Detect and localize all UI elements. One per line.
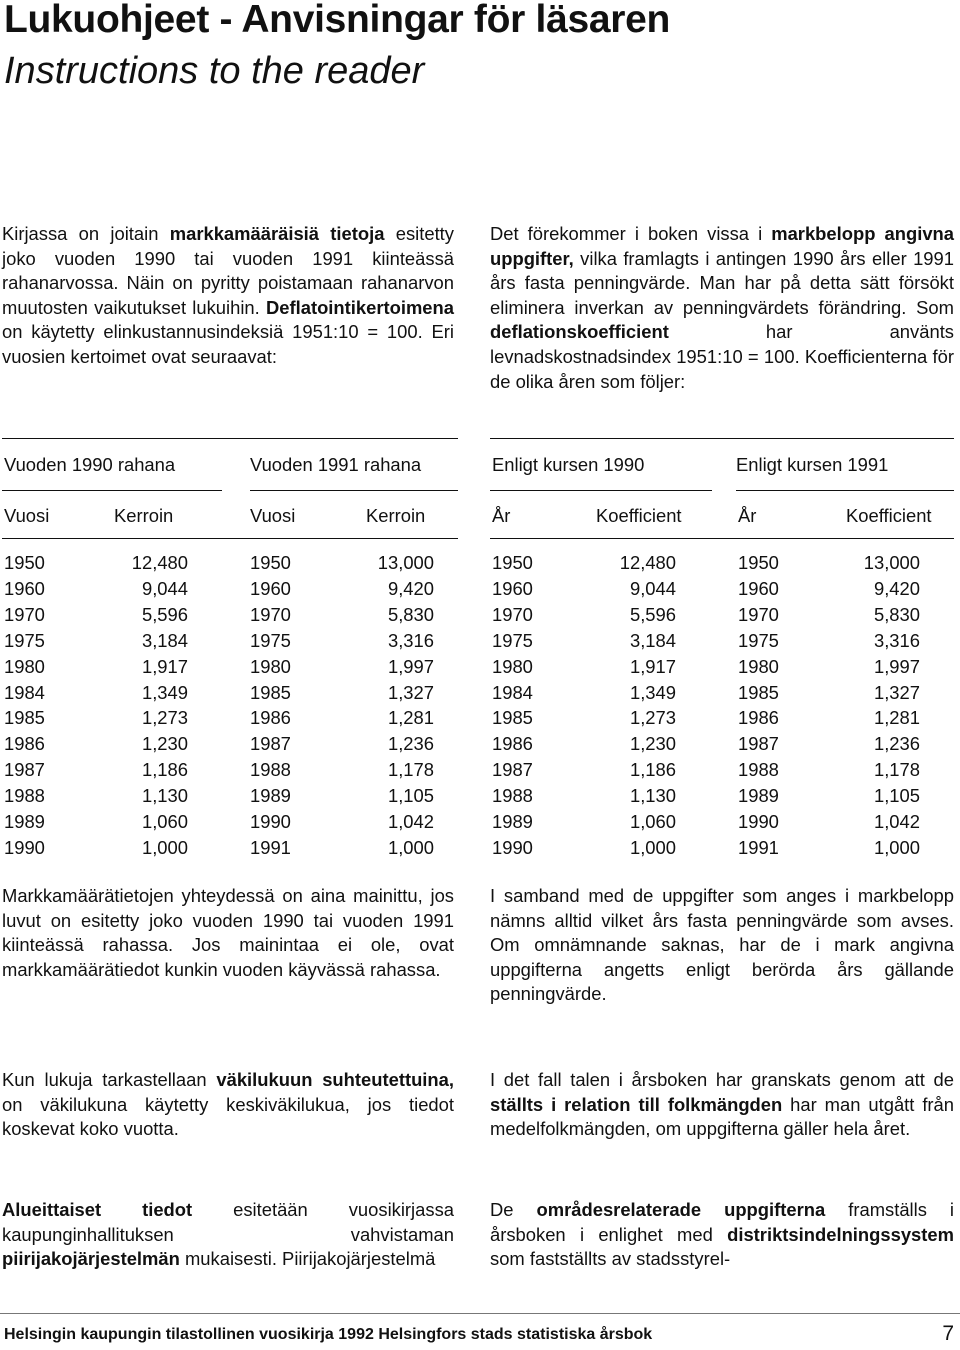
coefficient-cell: 1,130 — [141, 785, 188, 807]
table-group-header: Vuoden 1990 rahana — [4, 454, 176, 475]
year-cell: 1980 — [250, 655, 291, 677]
table-row — [490, 682, 954, 708]
year-cell: 1987 — [4, 759, 45, 781]
paragraph — [2, 1068, 454, 1142]
year-cell: 1991 — [250, 836, 291, 858]
year-cell: 1985 — [492, 707, 533, 729]
paragraph — [490, 884, 954, 1007]
year-cell: 1990 — [4, 836, 45, 858]
year-cell: 1970 — [492, 603, 533, 625]
footer-rule — [0, 1313, 960, 1314]
group-rule — [250, 490, 458, 491]
table-row — [2, 656, 454, 682]
table-row — [2, 604, 454, 630]
paragraph-population-sv — [490, 1068, 954, 1142]
table-row — [490, 759, 954, 785]
paragraph — [490, 222, 954, 394]
bold-text-run: Deflatointikertoimena — [265, 296, 454, 318]
coefficient-cell: 1,349 — [629, 681, 676, 703]
year-cell: 1986 — [4, 733, 45, 755]
table-row — [2, 785, 454, 811]
table-top-rule — [490, 438, 954, 439]
table-row — [490, 837, 954, 863]
column-header: Koefficient — [846, 505, 932, 526]
page-subtitle: Instructions to the reader — [4, 50, 425, 92]
intro-paragraph-fi — [2, 222, 454, 370]
table-row — [490, 811, 954, 837]
coefficient-cell: 1,273 — [629, 707, 676, 729]
coefficient-cell: 1,349 — [141, 681, 188, 703]
group-rule — [2, 490, 222, 491]
table-group-header: Enligt kursen 1991 — [736, 454, 889, 475]
table-row — [2, 630, 454, 656]
year-cell: 1985 — [4, 707, 45, 729]
year-cell: 1985 — [250, 681, 291, 703]
coefficient-cell: 9,420 — [387, 577, 434, 599]
year-cell: 1960 — [4, 577, 45, 599]
coefficient-cell: 1,000 — [873, 836, 920, 858]
coefficient-cell: 5,830 — [387, 603, 434, 625]
text-run: har man utgått från medelfolkmängden, om uppgifterna gäller hela året. — [490, 1093, 955, 1140]
coefficient-cell: 1,130 — [629, 785, 676, 807]
table-row — [490, 707, 954, 733]
year-cell: 1984 — [492, 681, 533, 703]
year-cell: 1950 — [738, 552, 779, 573]
text-run: mukaisesti. Piirijakojärjestelmä — [179, 1248, 436, 1270]
paragraph — [490, 1068, 954, 1142]
coefficient-cell: 1,917 — [141, 655, 188, 677]
paragraph — [2, 884, 454, 982]
table-row — [2, 707, 454, 733]
coefficient-cell: 13,000 — [863, 552, 920, 573]
year-cell: 1988 — [4, 785, 45, 807]
table-row — [490, 630, 954, 656]
year-cell: 1950 — [492, 552, 533, 573]
text-run: De — [490, 1199, 537, 1220]
table-row — [490, 604, 954, 630]
year-cell: 1986 — [492, 733, 533, 755]
bold-text-run: områdesrelaterade uppgifterna — [536, 1199, 826, 1220]
coefficient-cell: 1,186 — [629, 759, 676, 781]
year-cell: 1989 — [738, 785, 779, 807]
column-header: Vuosi — [250, 505, 296, 526]
text-run: on väkilukuna käytetty keskiväkilukua, jos tiedot koskevat koko vuotta. — [2, 1093, 454, 1140]
column-header: Koefficient — [596, 505, 682, 526]
intro-paragraph-sv — [490, 222, 954, 394]
year-cell: 1975 — [4, 629, 45, 651]
paragraph-regional-sv — [490, 1198, 954, 1272]
bold-text-run: ställts i relation till folkmängden — [490, 1093, 783, 1115]
bold-text-run: markbelopp angivna uppgifter, — [490, 223, 955, 269]
table-row — [2, 682, 454, 708]
text-run: Markkamäärätietojen yhteydessä on aina mainittu, jos luvut on esitetty joko vuoden 1990 tai vuoden 1991 kiinteässä rahassa. Jos mainintaa ei ole, ovat markkamäärätiedot kunkin vuoden käyvässä rahassa. — [2, 885, 454, 980]
year-cell: 1985 — [738, 681, 779, 703]
group-rule — [736, 490, 954, 491]
year-cell: 1989 — [492, 811, 533, 832]
coefficient-cell: 9,044 — [629, 577, 676, 599]
coefficient-cell: 13,000 — [377, 552, 434, 573]
paragraph-currency-fi — [2, 884, 454, 982]
header-bottom-rule — [2, 538, 458, 539]
bold-text-run: piirijakojärjestelmän — [2, 1248, 180, 1270]
paragraph — [490, 1198, 954, 1272]
year-cell: 1950 — [4, 552, 45, 573]
footer-text: Helsingin kaupungin tilastollinen vuosikirja 1992 Helsingfors stads statistiska årsbok — [4, 1326, 653, 1343]
paragraph — [2, 1198, 454, 1272]
table-row — [490, 656, 954, 682]
coefficient-cell: 5,596 — [141, 603, 188, 625]
text-run: I det fall talen i årsboken har granskats genom att de — [490, 1069, 954, 1090]
table-row — [490, 733, 954, 759]
coefficient-cell: 3,316 — [873, 629, 920, 651]
table-row — [2, 733, 454, 759]
text-run: Det förekommer i boken vissa i — [490, 223, 772, 244]
year-cell: 1970 — [4, 603, 45, 625]
coefficient-cell: 1,997 — [387, 655, 434, 677]
table-row — [2, 759, 454, 785]
year-cell: 1980 — [738, 655, 779, 677]
table-row — [490, 552, 954, 578]
coefficient-cell: 3,184 — [141, 629, 188, 651]
year-cell: 1975 — [250, 629, 291, 651]
coefficient-cell: 12,480 — [619, 552, 676, 573]
coefficient-cell: 3,316 — [387, 629, 434, 651]
table-row — [2, 837, 454, 863]
text-run: har använts levnadskostnadsindex 1951:10 = 100. Koefficienterna för de olika åren som följer: — [490, 321, 954, 392]
table-row — [490, 578, 954, 604]
year-cell: 1989 — [4, 811, 45, 832]
text-run: Kun lukuja tarkastellaan — [2, 1069, 217, 1090]
coefficient-cell: 1,997 — [873, 655, 920, 677]
year-cell: 1986 — [738, 707, 779, 729]
coefficient-cell: 12,480 — [131, 552, 188, 573]
paragraph-population-fi — [2, 1068, 454, 1142]
text-run: I samband med de uppgifter som anges i markbelopp nämns alltid vilket års fasta penningvärde som avses. Om omnämnande saknas, har de i mark angivna uppgifterna angetts enligt berörda års gällande penningvärde. — [490, 885, 954, 1005]
paragraph — [2, 222, 454, 370]
paragraph-regional-fi — [2, 1198, 454, 1272]
coefficient-cell: 1,327 — [387, 681, 434, 703]
table-group-header: Enligt kursen 1990 — [492, 454, 645, 475]
table-top-rule — [2, 438, 458, 439]
year-cell: 1975 — [738, 629, 779, 651]
year-cell: 1987 — [250, 733, 291, 755]
bold-text-run: väkilukuun suhteutettuina, — [216, 1069, 454, 1090]
year-cell: 1960 — [250, 577, 291, 599]
coefficient-cell: 1,327 — [873, 681, 920, 703]
table-row — [2, 811, 454, 837]
column-header: År — [492, 505, 511, 526]
paragraph-currency-sv — [490, 884, 954, 1007]
year-cell: 1984 — [4, 681, 45, 703]
coefficient-cell: 1,236 — [873, 733, 920, 755]
column-header: Kerroin — [366, 505, 426, 526]
year-cell: 1986 — [250, 707, 291, 729]
year-cell: 1987 — [738, 733, 779, 755]
text-run: vilka framlagts i antingen 1990 års eller 1991 års fasta penningvärde. Man har på detta sätt försökt eliminera inverkan av penningvärdets förändring. Som — [490, 247, 954, 318]
group-rule — [490, 490, 712, 491]
coefficient-cell: 9,420 — [873, 577, 920, 599]
bold-text-run: deflationskoefficient — [490, 321, 669, 343]
text-run: esitetään vuosikirjassa kaupunginhallituksen vahvistaman — [2, 1199, 454, 1245]
year-cell: 1950 — [250, 552, 291, 573]
text-run: on käytetty elinkustannusindeksiä 1951:10 = 100. Eri vuosien kertoimet ovat seuraavat: — [2, 321, 454, 367]
year-cell: 1987 — [492, 759, 533, 781]
text-run: esitetty joko vuoden 1990 tai vuoden 1991 kiinteässä rahanarvossa. Näin on pyritty poistamaan rahanarvon muutosten vaikutukset lukuihin. — [2, 223, 454, 318]
year-cell: 1960 — [492, 577, 533, 599]
coefficient-cell: 1,236 — [387, 733, 434, 755]
text-run: Kirjassa on joitain — [2, 223, 170, 244]
coefficient-cell: 1,917 — [629, 655, 676, 677]
year-cell: 1989 — [250, 785, 291, 807]
coefficient-cell: 9,044 — [141, 577, 188, 599]
coefficient-cell: 1,273 — [141, 707, 188, 729]
coefficient-table-sv — [490, 552, 954, 872]
coefficient-cell: 1,230 — [141, 733, 188, 755]
coefficient-cell: 1,178 — [873, 759, 920, 781]
coefficient-cell: 1,281 — [873, 707, 920, 729]
coefficient-cell: 3,184 — [629, 629, 676, 651]
coefficient-cell: 1,042 — [387, 811, 434, 832]
coefficient-table-fi — [2, 552, 454, 872]
page-number: 7 — [942, 1322, 954, 1345]
coefficient-cell: 5,596 — [629, 603, 676, 625]
table-row — [2, 578, 454, 604]
year-cell: 1970 — [738, 603, 779, 625]
table-row — [490, 785, 954, 811]
year-cell: 1988 — [738, 759, 779, 781]
column-header: Kerroin — [114, 505, 174, 526]
coefficient-cell: 1,105 — [873, 785, 920, 807]
year-cell: 1990 — [492, 836, 533, 858]
year-cell: 1988 — [250, 759, 291, 781]
header-bottom-rule — [490, 538, 954, 539]
coefficient-cell: 5,830 — [873, 603, 920, 625]
coefficient-cell: 1,230 — [629, 733, 676, 755]
coefficient-cell: 1,042 — [873, 811, 920, 832]
year-cell: 1988 — [492, 785, 533, 807]
year-cell: 1991 — [738, 836, 779, 858]
column-header: Vuosi — [4, 505, 50, 526]
coefficient-cell: 1,105 — [387, 785, 434, 807]
year-cell: 1970 — [250, 603, 291, 625]
coefficient-cell: 1,186 — [141, 759, 188, 781]
bold-text-run: markkamääräisiä tietoja — [169, 223, 385, 244]
text-run: som fastställts av stadsstyrel- — [490, 1248, 731, 1270]
coefficient-cell: 1,000 — [141, 836, 188, 858]
page-title: Lukuohjeet - Anvisningar för läsaren — [4, 0, 671, 41]
coefficient-cell: 1,178 — [387, 759, 434, 781]
text-run: framställs i årsboken i enlighet med — [490, 1199, 954, 1245]
table-group-header: Vuoden 1991 rahana — [250, 454, 422, 475]
year-cell: 1990 — [738, 811, 779, 832]
year-cell: 1980 — [492, 655, 533, 677]
table-row — [2, 552, 454, 578]
coefficient-cell: 1,000 — [629, 836, 676, 858]
year-cell: 1980 — [4, 655, 45, 677]
column-header: År — [738, 505, 757, 526]
year-cell: 1990 — [250, 811, 291, 832]
coefficient-cell: 1,060 — [141, 811, 188, 832]
year-cell: 1975 — [492, 629, 533, 651]
bold-text-run: distriktsindelningssystem — [727, 1223, 954, 1245]
coefficient-cell: 1,060 — [629, 811, 676, 832]
year-cell: 1960 — [738, 577, 779, 599]
bold-text-run: Alueittaiset tiedot — [2, 1199, 193, 1220]
coefficient-cell: 1,281 — [387, 707, 434, 729]
coefficient-cell: 1,000 — [387, 836, 434, 858]
